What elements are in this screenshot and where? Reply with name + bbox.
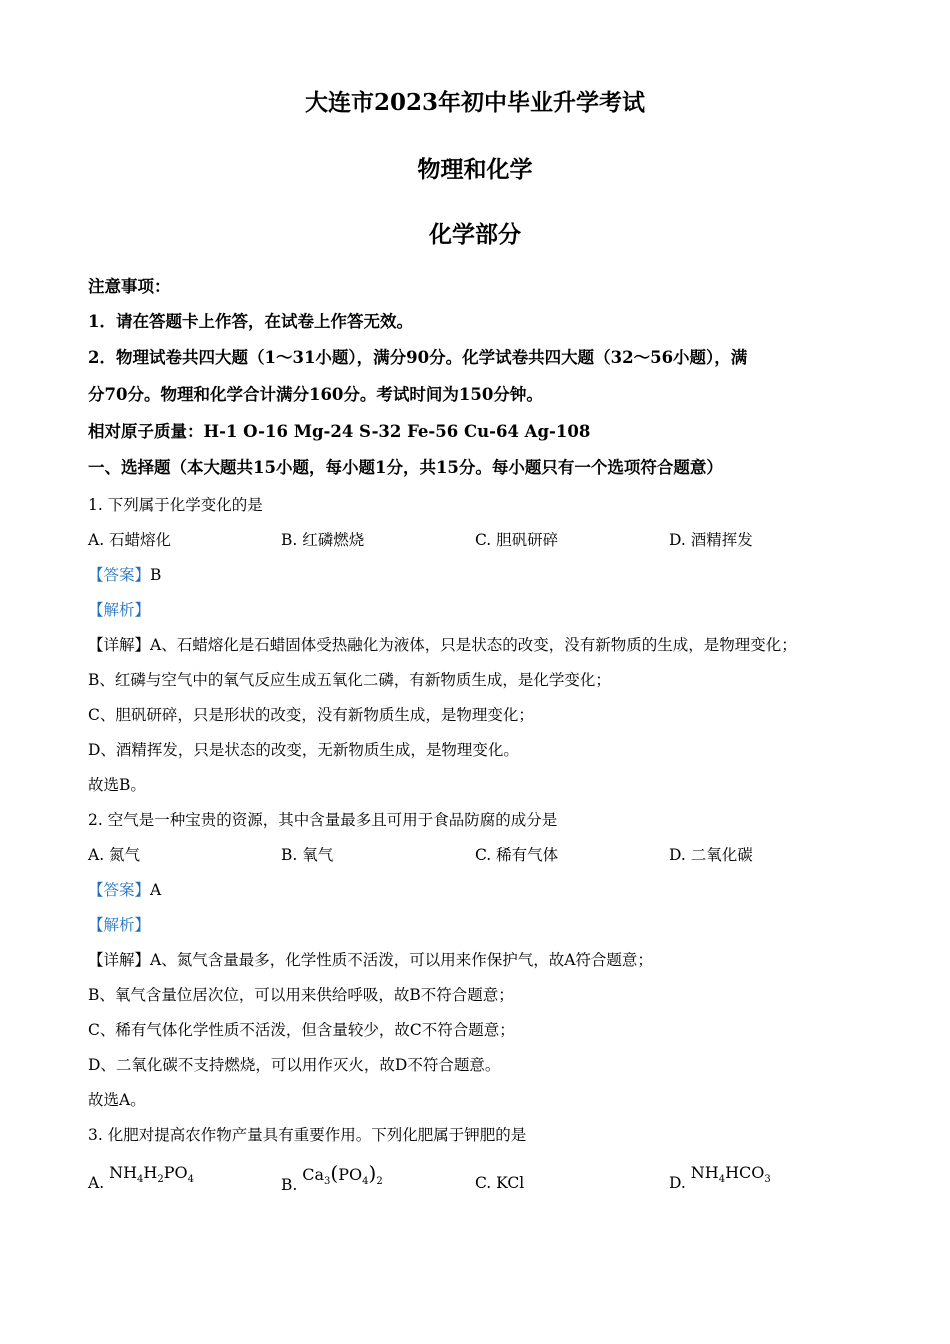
q3-option-a <box>88 1163 194 1201</box>
q3-option-c <box>475 1172 524 1194</box>
q3-option-b-formula: $Ca_3(PO_4)_2$ <box>302 1161 383 1188</box>
q3-option-d-formula: $NH_4HCO_3$ <box>690 1163 771 1186</box>
q1-option-a: A. 石蜡熔化 <box>88 531 172 549</box>
q1-detail-3: C、胆矾研碎，只是形状的改变，没有新物质生成，是物理变化； <box>88 706 534 724</box>
q3-option-b <box>281 1161 383 1203</box>
q2-answer <box>88 879 161 901</box>
q2-option-d: D. 二氧化碳 <box>669 846 753 864</box>
q1-detail-4: D、酒精挥发，只是状态的改变，无新物质生成，是物理变化。 <box>88 741 519 759</box>
part1-heading: 一、选择题（本大题共15小题，每小题1分，共15分。每小题只有一个选项符合题意） <box>88 458 723 477</box>
analysis-label: 【解析】 <box>88 916 151 934</box>
q2-detail-3: C、稀有气体化学性质不活泼，但含量较少，故C不符合题意； <box>88 1021 515 1039</box>
q3-stem: 3. 化肥对提高农作物产量具有重要作用。下列化肥属于钾肥的是 <box>88 1126 527 1144</box>
q1-option-b: B. 红磷燃烧 <box>281 531 365 549</box>
detail-label: 【详解】 <box>88 636 151 654</box>
detail-label: 【详解】 <box>88 951 151 969</box>
exam-subtitle: 物理和化学 <box>417 156 533 183</box>
q2-option-c: C. 稀有气体 <box>475 846 559 864</box>
notice-item-2a: 2．物理试卷共四大题（1～31小题），满分90分。化学试卷共四大题（32～56小题），满 <box>88 348 748 367</box>
notice-item-1: 1．请在答题卡上作答，在试卷上作答无效。 <box>88 312 413 331</box>
exam-title: 大连市2023年初中毕业升学考试 <box>304 89 645 116</box>
section-title: 化学部分 <box>429 221 521 248</box>
q1-option-c: C. 胆矾研碎 <box>475 531 559 549</box>
q2-detail-1-text: A、氮气含量最多，化学性质不活泼，可以用来作保护气，故A符合题意； <box>150 951 653 969</box>
q3-option-a-formula: $NH_4H_2PO_4$ <box>109 1163 194 1186</box>
q1-detail-2: B、红磷与空气中的氧气反应生成五氧化二磷，有新物质生成，是化学变化； <box>88 671 611 689</box>
q2-detail-4: D、二氧化碳不支持燃烧，可以用作灭火，故D不符合题意。 <box>88 1056 501 1074</box>
answer-label: 【答案】 <box>88 881 151 899</box>
q3-option-c-formula: KCl <box>496 1174 525 1192</box>
q3-option-d <box>669 1163 771 1201</box>
q1-answer-value: B <box>150 566 162 584</box>
q1-answer <box>88 564 161 586</box>
notice-heading: 注意事项： <box>88 277 171 296</box>
q2-conclusion: 故选A。 <box>88 1091 146 1109</box>
q2-answer-value: A <box>150 881 162 899</box>
notice-item-2b: 分70分。物理和化学合计满分160分。考试时间为150分钟。 <box>88 385 543 404</box>
q3-option-b-letter: B. <box>281 1176 298 1194</box>
q1-option-d: D. 酒精挥发 <box>669 531 753 549</box>
q1-detail-1-text: A、石蜡熔化是石蜡固体受热融化为液体，只是状态的改变，没有新物质的生成，是物理变化； <box>150 636 797 654</box>
q3-option-d-letter: D. <box>669 1174 686 1192</box>
q1-detail-1 <box>88 634 797 656</box>
q1-conclusion: 故选B。 <box>88 776 146 794</box>
answer-label: 【答案】 <box>88 566 151 584</box>
atomic-mass-line: 相对原子质量：H-1 O-16 Mg-24 S-32 Fe-56 Cu-64 Ag-108 <box>88 422 591 441</box>
q2-stem: 2. 空气是一种宝贵的资源，其中含量最多且可用于食品防腐的成分是 <box>88 811 558 829</box>
q2-detail-2: B、氧气含量位居次位，可以用来供给呼吸，故B不符合题意； <box>88 986 514 1004</box>
q2-detail-1 <box>88 949 653 971</box>
q3-option-a-letter: A. <box>88 1174 105 1192</box>
q2-analysis <box>88 914 150 936</box>
q1-stem: 1. 下列属于化学变化的是 <box>88 496 263 514</box>
q2-option-b: B. 氧气 <box>281 846 334 864</box>
q2-option-a: A. 氮气 <box>88 846 141 864</box>
q1-analysis <box>88 599 150 621</box>
q3-option-c-letter: C. <box>475 1174 492 1192</box>
analysis-label: 【解析】 <box>88 601 151 619</box>
